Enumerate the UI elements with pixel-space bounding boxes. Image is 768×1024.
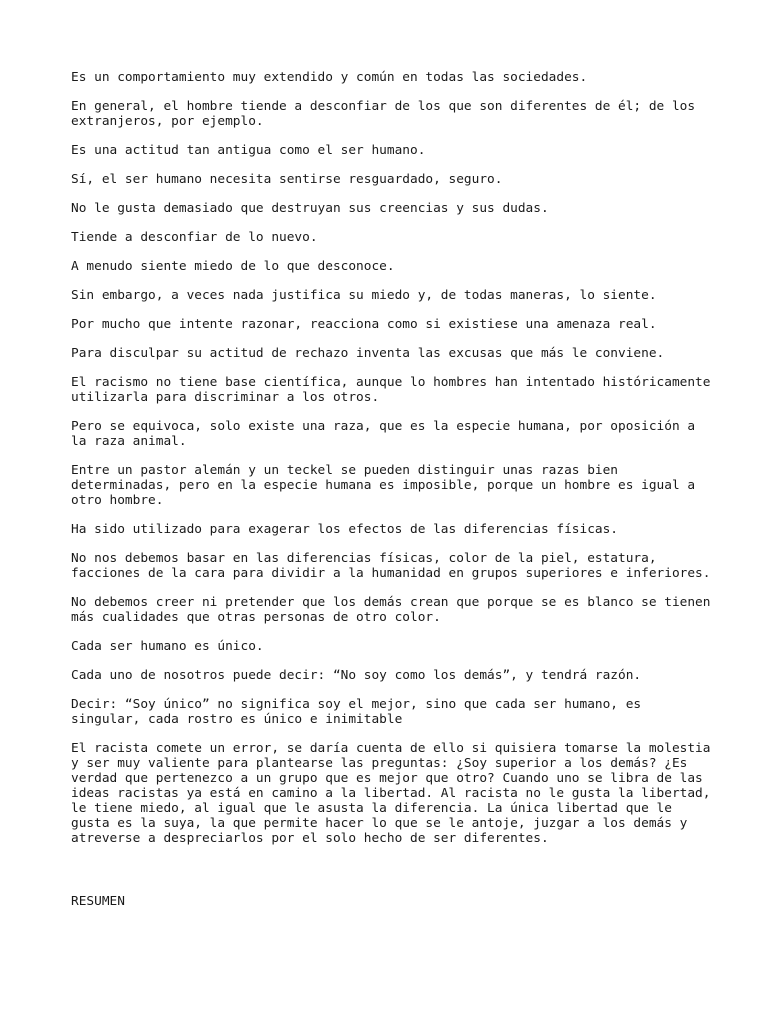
- paragraph-3: Es una actitud tan antigua como el ser humano.: [71, 143, 426, 158]
- paragraph-1: Es un comportamiento muy extendido y común en todas las sociedades.: [71, 70, 588, 85]
- paragraph-2: En general, el hombre tiende a desconfiar de los que son diferentes de él; de los extranjeros, por ejemplo.: [71, 99, 696, 129]
- paragraph-9: Por mucho que intente razonar, reacciona como si existiese una amenaza real.: [71, 317, 657, 332]
- paragraph-6: Tiende a desconfiar de lo nuevo.: [71, 230, 318, 245]
- paragraph-10: Para disculpar su actitud de rechazo inventa las excusas que más le conviene.: [71, 346, 665, 361]
- paragraph-19: Decir: “Soy único” no significa soy el mejor, sino que cada ser humano, es singular, cada rostro es único e inimitable: [71, 697, 642, 727]
- paragraph-15: No nos debemos basar en las diferencias físicas, color de la piel, estatura, facciones de la cara para dividir a la humanidad en grupos superiores e inferiores.: [71, 551, 711, 581]
- paragraph-12: Pero se equivoca, solo existe una raza, que es la especie humana, por oposición a la raza animal.: [71, 419, 696, 449]
- paragraph-18: Cada uno de nosotros puede decir: “No soy como los demás”, y tendrá razón.: [71, 668, 642, 683]
- paragraph-14: Ha sido utilizado para exagerar los efectos de las diferencias físicas.: [71, 522, 619, 537]
- paragraph-4: Sí, el ser humano necesita sentirse resguardado, seguro.: [71, 172, 503, 187]
- paragraph-20: El racista comete un error, se daría cuenta de ello si quisiera tomarse la molestia y ser muy valiente para plantearse las preguntas: ¿Soy superior a los demás? ¿Es verdad que pertenezco a un grupo que es mejor que otro? Cuando uno se libra de las ideas racistas ya está en camino a la libertad. Al racista no le gusta la libertad, le tiene miedo, al igual que le asusta la diferencia. La única libertad que le gusta es la suya, la que permite hacer lo que se le antoje, juzgar a los demás y atreverse a despreciarlos por el solo hecho de ser diferentes.: [71, 741, 711, 846]
- paragraph-13: Entre un pastor alemán y un teckel se pueden distinguir unas razas bien determinadas, pero en la especie humana es imposible, porque un hombre es igual a otro hombre.: [71, 463, 696, 508]
- paragraph-16: No debemos creer ni pretender que los demás crean que porque se es blanco se tienen más cualidades que otras personas de otro color.: [71, 595, 711, 625]
- paragraph-5: No le gusta demasiado que destruyan sus creencias y sus dudas.: [71, 201, 549, 216]
- document-body: [71, 70, 711, 909]
- paragraph-8: Sin embargo, a veces nada justifica su miedo y, de todas maneras, lo siente.: [71, 288, 657, 303]
- paragraph-7: A menudo siente miedo de lo que desconoce.: [71, 259, 395, 274]
- paragraph-11: El racismo no tiene base científica, aunque lo hombres han intentado históricamente utilizarla para discriminar a los otros.: [71, 375, 711, 405]
- section-heading-resumen: RESUMEN: [71, 894, 125, 909]
- paragraph-17: Cada ser humano es único.: [71, 639, 264, 654]
